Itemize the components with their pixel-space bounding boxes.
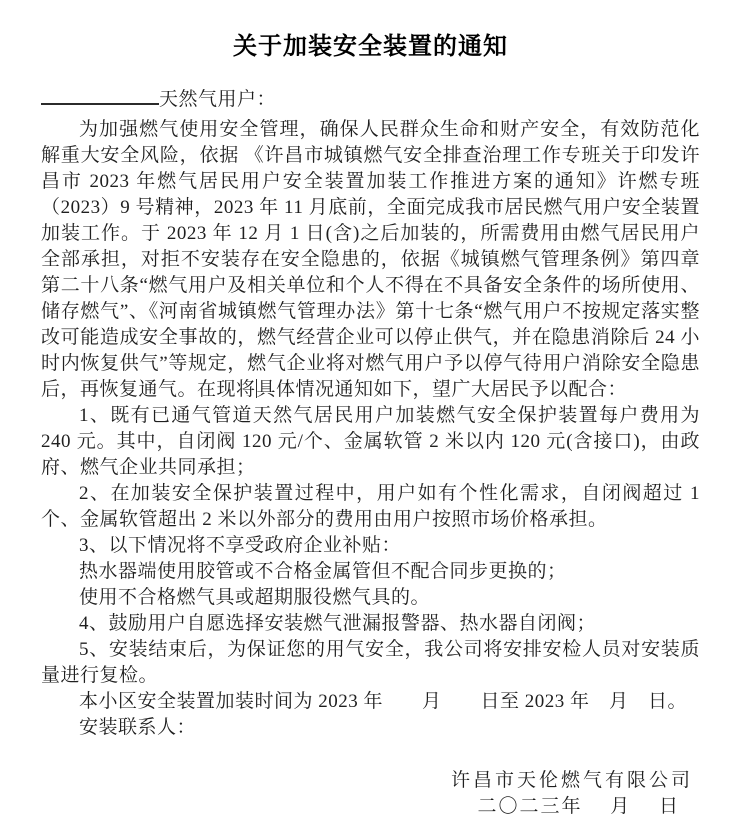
paragraph-item-3-sub-1: 热水器端使用胶管或不合格金属管但不配合同步更换的；	[79, 561, 567, 582]
paragraph-item-4: 4、鼓励用户自愿选择安装燃气泄漏报警器、热水器自闭阀；	[79, 613, 597, 634]
paragraph-intro-part1: 为加强燃气使用安全管理，确保人民群众生命和财产安全，有效防范化解重大安全风险，依据 《许昌市城镇燃气安全排查治理工作专班关于印发许昌市 2023 年燃气居民用户安全装置加装工作推进方案的通知》许燃专班（2023）9 号精神，2023 年 11 月底前，全面完成我市居民燃气用户安全装置加装工作。于 2023 年 12 月 1 日(含)之后加装的，所需费用由燃气居民用户全部承担，对拒不安装存在安全隐患的，依据《城镇燃气管理条例》第四章第二十八条“燃气用户及相关单位和个人不得在不具备安全条件的场所使用、储存燃气”、《河南省城镇燃气管理办法》第十七条“燃气用户不按规定落实整改可能造成安全事故的，燃气经营企业可以停止供气，并在隐患消除后 24 小时内恢复供气”等规定，燃气企业将对燃气用户予以停气待用户消除安全隐患后，再恢复通气。在现将	[41, 119, 700, 400]
addressee-blank-underline	[41, 84, 159, 105]
paragraph-item-3-sub-2: 使用不合格燃气具或超期服役燃气具的。	[79, 587, 431, 608]
document-title: 关于加装安全装置的通知	[233, 33, 508, 60]
signature-block	[41, 768, 700, 820]
signature-date: 二〇二三年 月 日	[477, 796, 680, 817]
signature-company: 许昌市天伦燃气有限公司	[450, 770, 693, 791]
paragraph-item-1: 1、既有已通气管道天然气居民用户加装燃气安全保护装置每户费用为 240 元。其中，自闭阀 120 元/个、金属软管 2 米以内 120 元(含接口)，由政府、燃气企业共同承担；	[41, 405, 700, 478]
paragraph-intro	[41, 117, 700, 403]
paragraph-item-5: 5、安装结束后，为保证您的用气安全，我公司将安排安检人员对安装质量进行复检。	[41, 639, 700, 686]
paragraph-item-3: 3、以下情况将不享受政府企业补贴：	[79, 535, 402, 556]
schedule-line: 本小区安全装置加装时间为 2023 年 月 日至 2023 年 月 日。	[79, 691, 688, 712]
paragraph-intro-part2: 具体情况通知如下，望广大居民予以配合：	[256, 379, 628, 400]
paragraph-item-2: 2、在加装安全保护装置过程中，用户如有个性化需求，自闭阀超过 1 个、金属软管超出 2 米以外部分的费用由用户按照市场价格承担。	[41, 483, 700, 530]
contact-line: 安装联系人：	[79, 717, 197, 738]
addressee-label: 天然气用户：	[159, 89, 277, 110]
salutation-line	[41, 84, 700, 113]
